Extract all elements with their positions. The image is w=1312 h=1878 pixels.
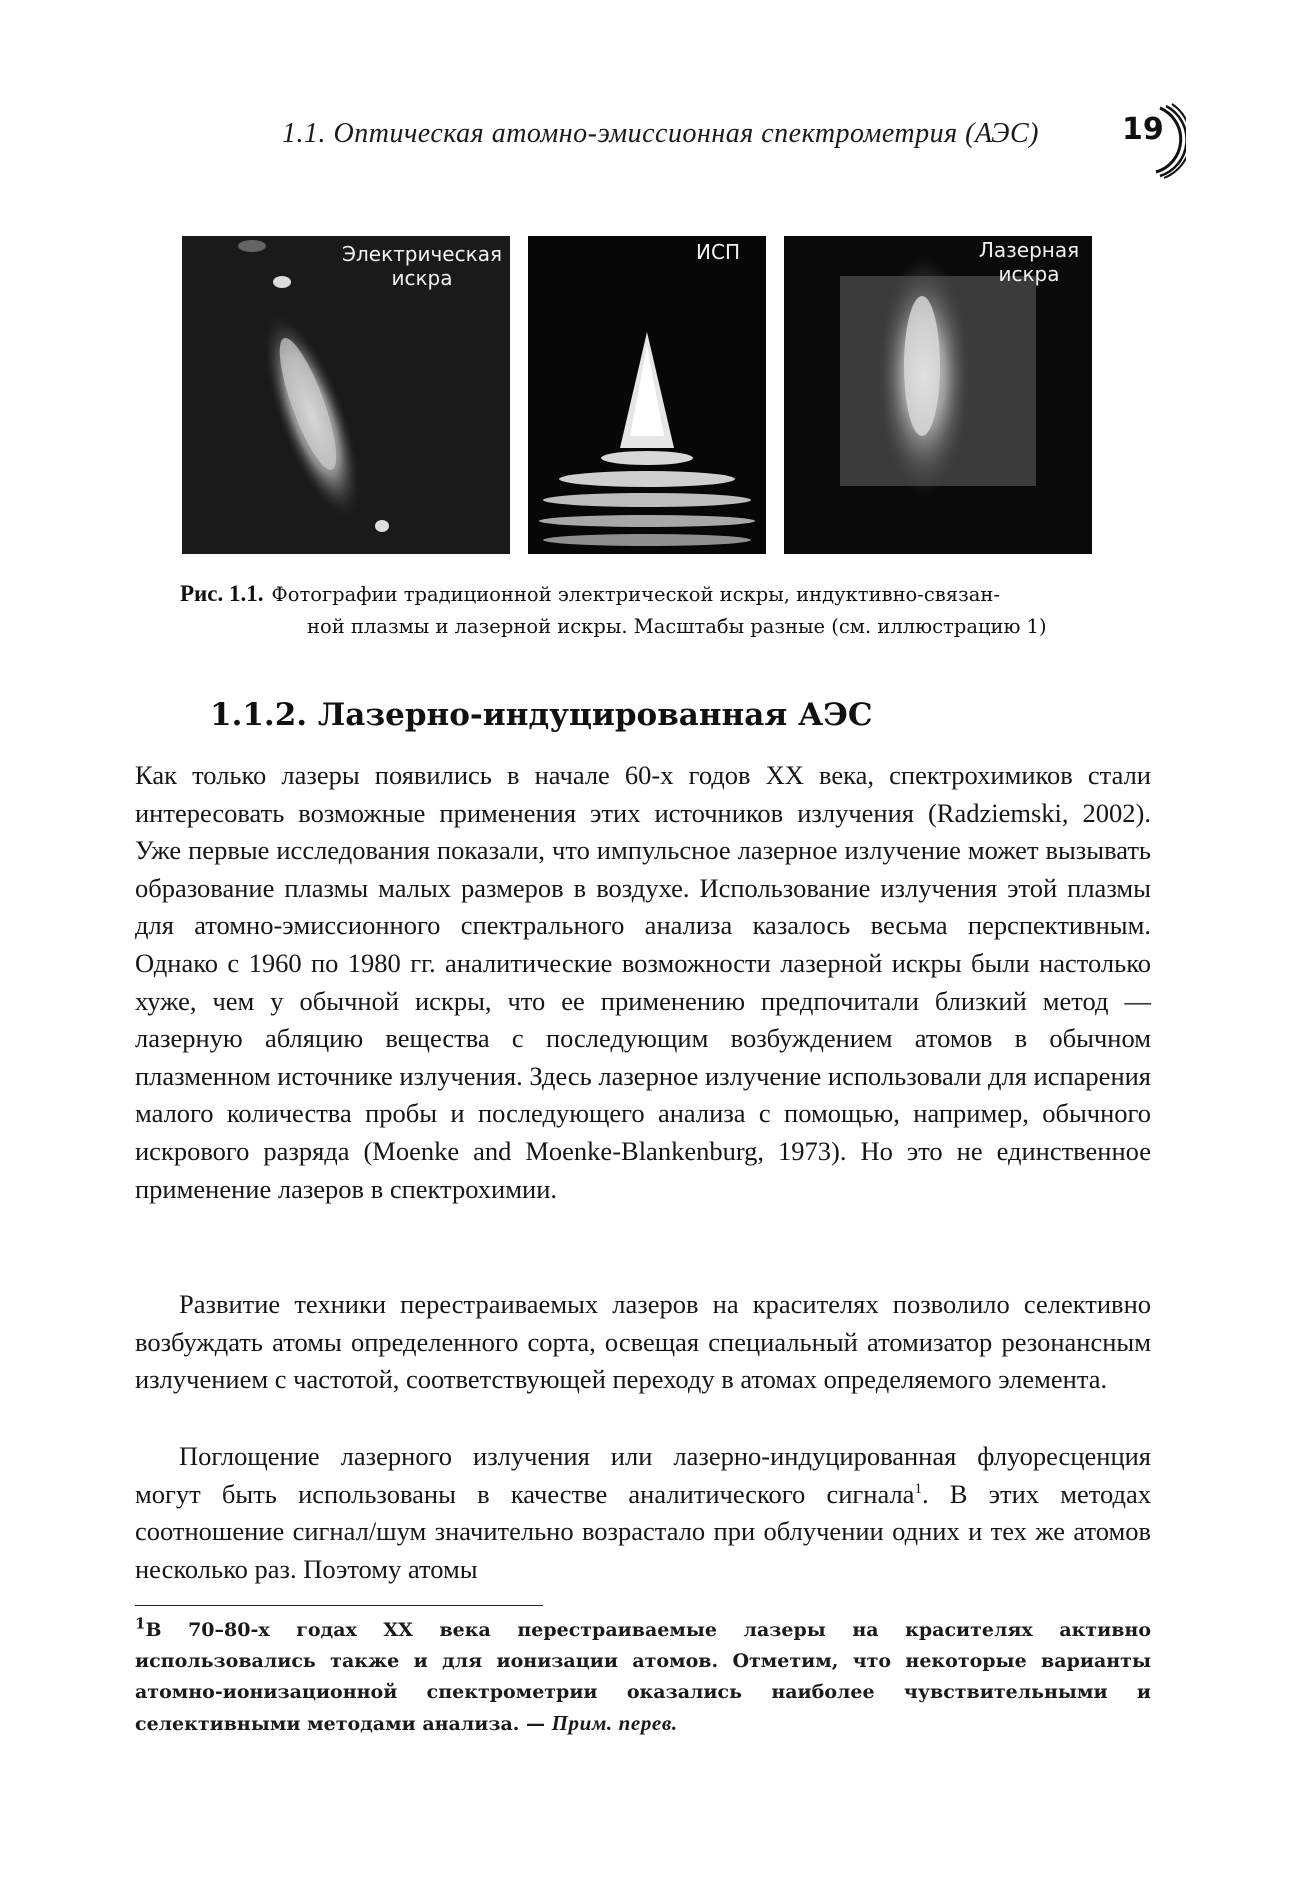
photo-electric-spark: [182, 236, 510, 554]
footnote-text: В 70–80-х годах XX века перестраиваемые лазеры на красителях активно использовались также и для ионизации атомов. Отметим, что некоторые варианты атомно-ионизационной спектрометрии оказались наиболее чувствительными и селективными методами анализа. —: [135, 1619, 1151, 1735]
caption-line-1: Фотографии традиционной электрической искры, индуктивно-связан-: [271, 583, 1000, 606]
paragraph-3-end: . В этих методах соотношение сигнал/шум значительно возрастало при облучении одних и тех же атомов несколько раз. Поэтому атомы: [135, 1478, 1151, 1584]
footnote-ref[interactable]: 1: [914, 1480, 922, 1497]
photo-laser-spark: [784, 236, 1092, 554]
paragraph-1: Как только лазеры появились в начале 60-х годов XX века, спектрохимиков стали интересовать возможные применения этих источников излучения (Radziemski, 2002). Уже первые исследования показали, что импульсное лазерное излучение может вызывать образование плазмы малых размеров в воздухе. Использование излучения этой плазмы для атомно-эмиссионного спектрального анализа казалось весьма перспективным. Однако с 1960 по 1980 гг. аналитические возможности лазерной искры были настолько хуже, чем у обычной искры, что ее применению предпочитали близкий метод — лазерную абляцию вещества с последующим возбуждением атомов в обычном плазменном источнике излучения. Здесь лазерное излучение использовали для испарения малого количества пробы и последующего анализа с помощью, например, обычного искрового разряда (Moenke and Moenke-Blankenburg, 1973). Но это не единственное применение лазеров в спектрохимии.: [135, 760, 1151, 1204]
caption-label: Рис. 1.1.: [180, 581, 264, 606]
label-electric-spark: Электрическая искра: [342, 242, 502, 290]
section-heading: 1.1.2. Лазерно-индуцированная АЭС: [210, 697, 873, 733]
photo-icp: [528, 236, 766, 554]
translator-note: Прим. перев.: [551, 1711, 678, 1735]
running-title: 1.1. Оптическая атомно-эмиссионная спектрометрия (АЭС): [282, 118, 1040, 149]
page-number: 19: [1122, 112, 1164, 147]
paragraph-3: [135, 1438, 1151, 1588]
footnote-marker: 1: [135, 1614, 146, 1633]
figure-caption: [180, 578, 1140, 643]
footnote-divider: [135, 1605, 543, 1606]
label-icp: ИСП: [696, 240, 740, 264]
paragraph-3-start: Поглощение лазерного излучения или лазерно-индуцированная флуоресценция могут быть использованы в качестве аналитического сигнала: [135, 1441, 1151, 1509]
page-number-badge: [1108, 98, 1186, 180]
footnote: [135, 1615, 1151, 1740]
label-laser-spark: Лазерная искра: [978, 238, 1080, 286]
paragraph-2: Развитие техники перестраиваемых лазеров на красителях позволило селективно возбуждать атомы определенного сорта, освещая специальный атомизатор резонансным излучением с частотой, соответствующей переходу в атомах определяемого элемента.: [135, 1289, 1151, 1395]
caption-line-2: ной плазмы и лазерной искры. Масштабы разные (см. иллюстрацию 1): [307, 615, 1047, 638]
icp-plasma-image: [528, 236, 766, 554]
